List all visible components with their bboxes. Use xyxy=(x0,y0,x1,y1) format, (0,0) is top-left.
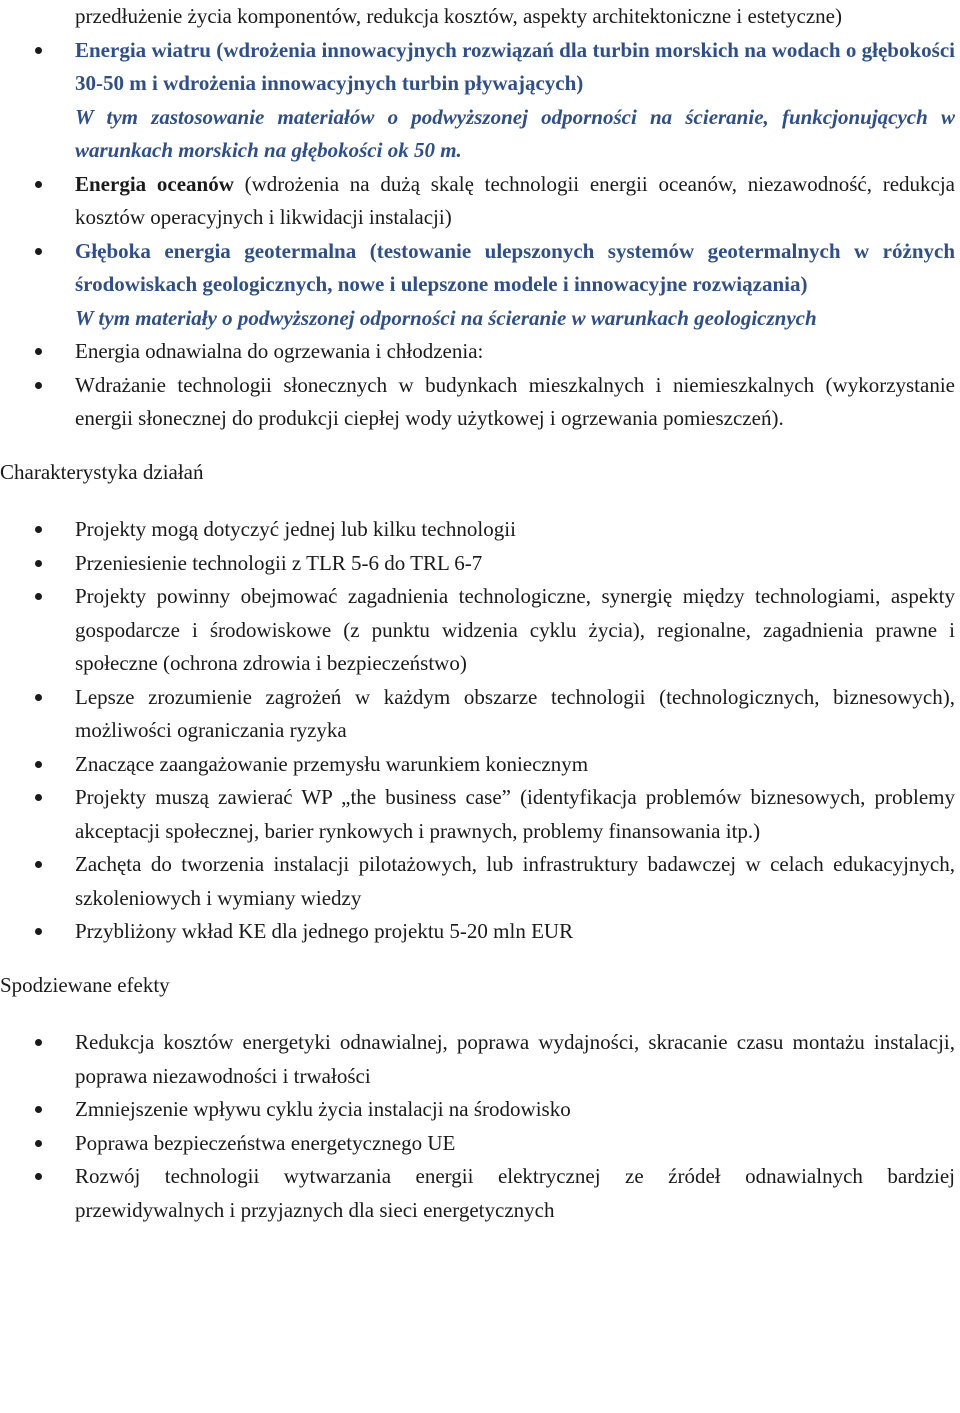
list-item: Przeniesienie technologii z TLR 5-6 do TRL 6-7 xyxy=(75,547,955,581)
energy-list xyxy=(0,34,960,436)
list-item: Zachęta do tworzenia instalacji pilotażowych, lub infrastruktury badawczej w celach edukacyjnych, szkoleniowych i wymiany wiedzy xyxy=(75,848,955,915)
list-item: Przybliżony wkład KE dla jednego projektu 5-20 mln EUR xyxy=(75,915,955,949)
list-item: Znaczące zaangażowanie przemysłu warunkiem koniecznym xyxy=(75,748,955,782)
solar-main: Wdrażanie technologii słonecznych w budynkach mieszkalnych i niemieszkalnych (wykorzystanie energii słonecznej do produkcji ciepłej wody użytkowej i ogrzewania pomieszczeń). xyxy=(75,372,955,430)
geothermal-main: Głęboka energia geotermalna (testowanie ulepszonych systemów geotermalnych w różnych środowiskach geologicznych, nowe i ulepszone modele i innowacyjne rozwiązania) xyxy=(75,238,955,296)
list-item: Rozwój technologii wytwarzania energii elektrycznej ze źródeł odnawialnych bardziej przewidywalnych i przyjaznych dla sieci energetycznych xyxy=(75,1160,955,1227)
list-item: Projekty muszą zawierać WP „the business case” (identyfikacja problemów biznesowych, problemy akceptacji społecznej, barier rynkowych i prawnych, problemy finansowania itp.) xyxy=(75,781,955,848)
section-title-characteristics: Charakterystyka działań xyxy=(0,459,204,484)
ocean-lead: Energia oceanów xyxy=(75,171,234,196)
characteristics-list xyxy=(0,513,960,949)
effects-list xyxy=(0,1026,960,1227)
wind-main: Energia wiatru (wdrożenia innowacyjnych rozwiązań dla turbin morskich na wodach o głębokości 30-50 m i wdrożenia innowacyjnych turbin pływających) xyxy=(75,37,955,95)
section-title-expected-effects: Spodziewane efekty xyxy=(0,972,170,997)
list-item: Zmniejszenie wpływu cyklu życia instalacji na środowisko xyxy=(75,1093,955,1127)
list-item-wind xyxy=(75,34,955,168)
list-item: Projekty powinny obejmować zagadnienia technologiczne, synergię między technologiami, aspekty gospodarcze i środowiskowe (z punktu widzenia cyklu życia), regionalne, zagadnienia prawne i społeczne (ochrona zdrowia i bezpieczeństwo) xyxy=(75,580,955,681)
geothermal-note: W tym materiały o podwyższonej odporności na ścieranie w warunkach geologicznych xyxy=(75,305,817,330)
list-item: Redukcja kosztów energetyki odnawialnej, poprawa wydajności, skracanie czasu montażu instalacji, poprawa niezawodności i trwałości xyxy=(75,1026,955,1093)
list-item-solar xyxy=(75,369,955,436)
list-item-geothermal xyxy=(75,235,955,336)
list-item-ocean xyxy=(75,168,955,235)
list-item: Poprawa bezpieczeństwa energetycznego UE xyxy=(75,1127,955,1161)
list-item: Lepsze zrozumienie zagrożeń w każdym obszarze technologii (technologicznych, biznesowych), możliwości ograniczania ryzyka xyxy=(75,681,955,748)
ocean-main: (wdrożenia na dużą skalę technologii energii oceanów, niezawodność, redukcja kosztów operacyjnych i likwidacji instalacji) xyxy=(75,171,955,229)
intro-continuation: przedłużenie życia komponentów, redukcja kosztów, aspekty architektoniczne i estetyczne) xyxy=(75,4,842,28)
list-item-heating xyxy=(75,335,955,369)
list-item: Projekty mogą dotyczyć jednej lub kilku technologii xyxy=(75,513,955,547)
wind-note: W tym zastosowanie materiałów o podwyższonej odporności na ścieranie, funkcjonujących w warunkach morskich na głębokości ok 50 m. xyxy=(75,104,955,162)
heating-main: Energia odnawialna do ogrzewania i chłodzenia: xyxy=(75,339,484,363)
